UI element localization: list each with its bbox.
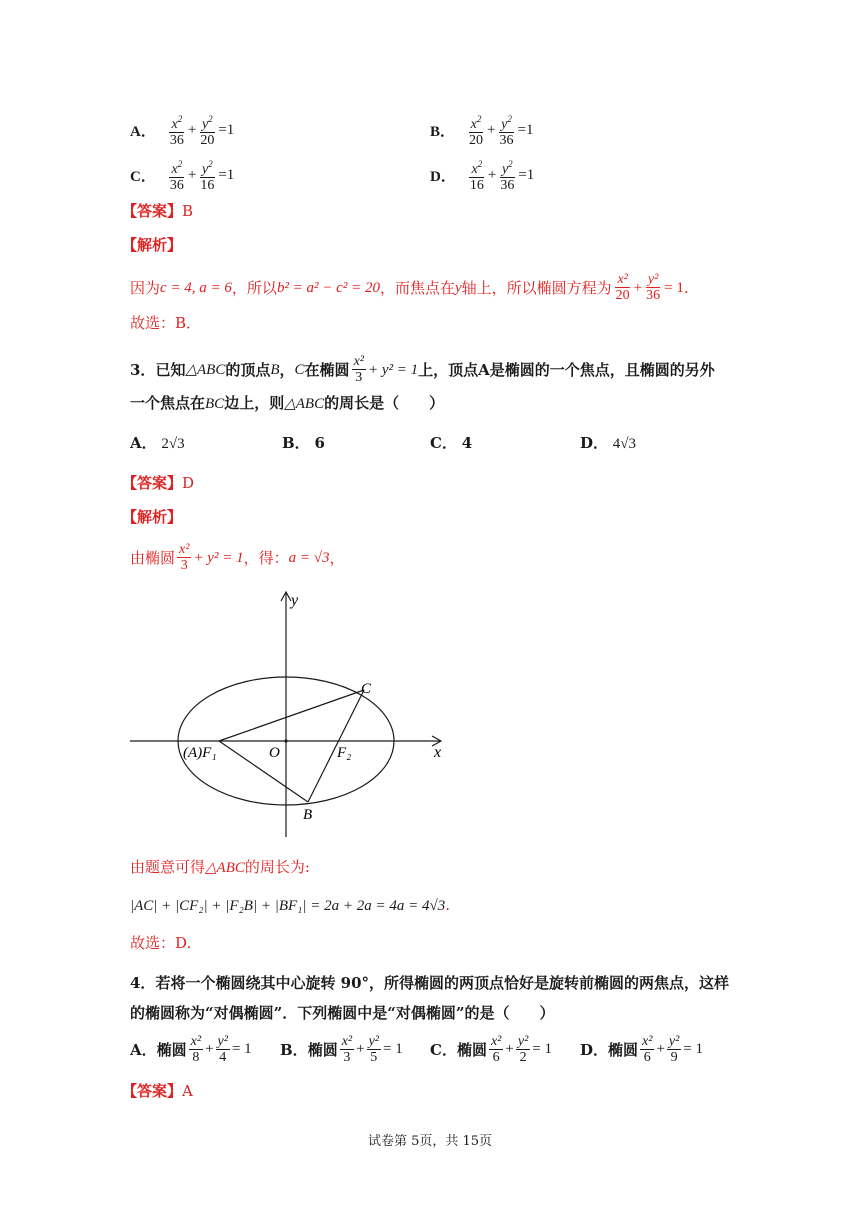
f2-label: F₂ [337, 745, 352, 761]
q2-option-d: D． $\frac{x^2}{16}$ + $\frac{y^2}{36}$ =1 [430, 159, 535, 193]
q2-analysis-text: 因为 c = 4, a = 6 ，所以 b² = a² − c² = 20 ，而焦点在 y 轴上，所以椭圆方程为 $\frac{\text{x²}}{20}$ + $\frac{\text{y²}}{36}$ = 1 . [130, 272, 689, 303]
q3-option-b: B． 6 [282, 434, 325, 452]
b-label: B [303, 807, 313, 823]
x-label: x [434, 744, 442, 761]
c-label: C [361, 681, 372, 697]
q3-stem-line2: 一个焦点在BC边上，则△ABC的周长是（ ） [130, 394, 445, 412]
origin-label: O [269, 745, 280, 761]
a-f1-label: (A)F₁ [183, 745, 217, 761]
q3-stem-line1: 3． 已知 △ABC 的顶点 B ， C 在椭圆 $\frac{\text{x²}}{3}$ + y² = 1 上，顶点A是椭圆的一个焦点，且椭圆的另外 [130, 354, 715, 385]
q4-option-a: A． 椭圆 $\frac{\text{x²}}{8}$ + $\frac{\text{y²}}{4}$ = 1 [130, 1034, 252, 1065]
q2-option-a: A． $\frac{x^2}{36}$ + $\frac{y^2}{20}$ =1 [130, 114, 235, 148]
page-footer: 试卷第 5页，共 15页 [367, 1134, 493, 1149]
q3-option-a: A． 2√3 [130, 434, 185, 452]
q4-answer: 【答案】A [122, 1082, 193, 1100]
q3-analysis-line1: 由椭圆 $\frac{\text{x²}}{3}$ + y² = 1 ，得： a = √3 ， [130, 542, 345, 573]
ellipse-figure [125, 585, 455, 843]
y-label: y [291, 592, 299, 609]
q3-analysis-label: 【解析】 [122, 508, 183, 526]
q2-option-b: B． $\frac{x^2}{20}$ + $\frac{y^2}{36}$ =1 [430, 114, 534, 148]
segment-ab [219, 741, 308, 802]
q3-conclusion: 故选：D. [130, 934, 192, 952]
q3-formula: |AC| + |CF₂| + |F₂B| + |BF₁| = 2a + 2a = 4a = 4√3. [130, 896, 450, 914]
q3-option-c: C． 4 [430, 434, 473, 452]
q2-conclusion: 故选：B． [130, 314, 202, 332]
q2-option-c: C． $\frac{x^2}{36}$ + $\frac{y^2}{16}$ =1 [130, 159, 235, 193]
q4-stem-line2: 的椭圆称为“对偶椭圆”．下列椭圆中是“对偶椭圆”的是（ ） [130, 1004, 555, 1022]
q3-option-d: D． 4√3 [580, 434, 637, 452]
q4-stem-line1: 4．若将一个椭圆绕其中心旋转 90°，所得椭圆的两顶点恰好是旋转前椭圆的两焦点，这样 [130, 974, 730, 992]
q4-option-d: D． 椭圆 $\frac{\text{x²}}{6}$ + $\frac{\text{y²}}{9}$ = 1 [580, 1034, 704, 1065]
origin-dot [284, 739, 287, 742]
q3-answer: 【答案】D [122, 474, 195, 492]
q4-option-c: C． 椭圆 $\frac{\text{x²}}{6}$ + $\frac{\text{y²}}{2}$ = 1 [430, 1034, 552, 1065]
q2-answer: 【答案】B [122, 202, 194, 220]
q2-analysis-label: 【解析】 [122, 236, 183, 254]
q4-option-b: B． 椭圆 $\frac{\text{x²}}{3}$ + $\frac{\text{y²}}{5}$ = 1 [280, 1034, 403, 1065]
q3-analysis-line2: 由题意可得△ABC的周长为: [130, 858, 310, 876]
